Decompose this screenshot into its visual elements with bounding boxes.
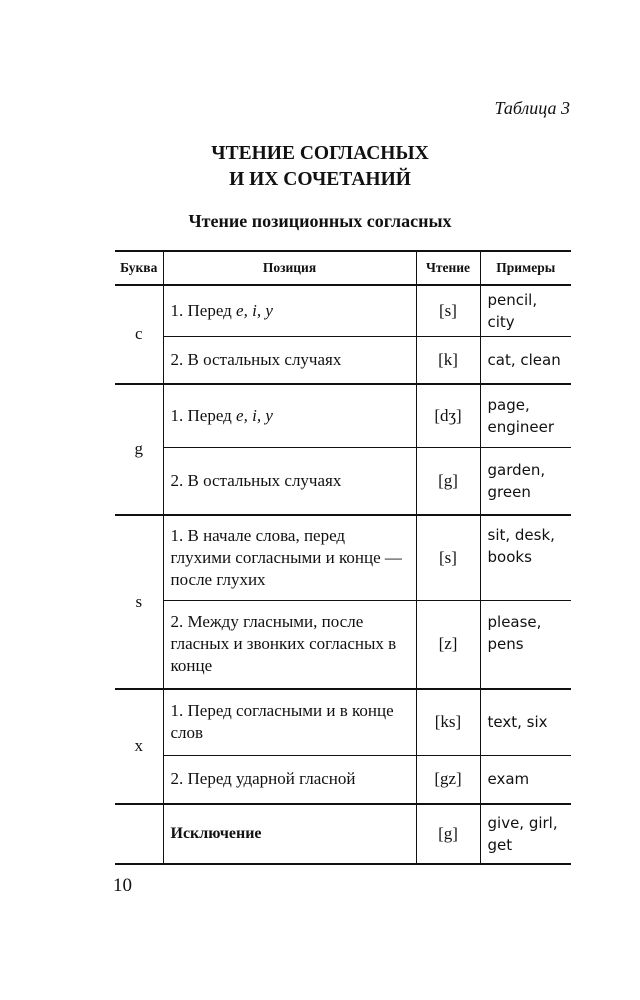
- table-number: Таблица 3: [494, 98, 570, 118]
- examples-cell: text, six: [480, 689, 571, 756]
- position-cell: 2. Между гласными, после гласных и звонких согласных в конце: [163, 601, 416, 689]
- position-cell: 2. В остальных случаях: [163, 448, 416, 515]
- title-line-1: ЧТЕНИЕ СОГЛАСНЫХ: [211, 143, 429, 164]
- letter-cell: g: [115, 384, 163, 515]
- position-cell: 2. В остальных случаях: [163, 337, 416, 384]
- table-row: [115, 285, 571, 337]
- table-row: [115, 689, 571, 756]
- position-cell: 1. Перед согласными и в конце слов: [163, 689, 416, 756]
- table-row: [115, 756, 571, 804]
- examples-cell: sit, desk, books: [480, 515, 571, 601]
- examples-cell: give, girl, get: [480, 804, 571, 864]
- letter-cell: x: [115, 689, 163, 804]
- letter-cell: c: [115, 285, 163, 384]
- reading-cell: [ks]: [416, 689, 480, 756]
- reading-cell: [g]: [416, 448, 480, 515]
- title-line-2: И ИХ СОЧЕТАНИЙ: [229, 169, 411, 190]
- table-row: [115, 384, 571, 448]
- header-letter: Буква: [115, 251, 163, 285]
- position-cell: 1. Перед e, i, y: [163, 285, 416, 337]
- table-row: [115, 515, 571, 601]
- examples-cell: pencil, city: [480, 285, 571, 337]
- reading-cell: [z]: [416, 601, 480, 689]
- header-reading: Чтение: [416, 251, 480, 285]
- page-number: 10: [113, 875, 132, 896]
- examples-cell: garden, green: [480, 448, 571, 515]
- position-cell: 1. Перед e, i, y: [163, 384, 416, 448]
- reading-cell: [k]: [416, 337, 480, 384]
- examples-cell: please, pens: [480, 601, 571, 689]
- position-cell: 2. Перед ударной гласной: [163, 756, 416, 804]
- examples-cell: cat, clean: [480, 337, 571, 384]
- exception-row: [115, 804, 571, 864]
- table-row: [115, 601, 571, 689]
- header-row: [115, 251, 571, 285]
- reading-cell: [g]: [416, 804, 480, 864]
- table-row: [115, 337, 571, 384]
- position-cell: 1. В начале слова, перед глухими согласными и конце — после глухих: [163, 515, 416, 601]
- table-row: [115, 448, 571, 515]
- letter-cell-empty: [115, 804, 163, 864]
- reading-cell: [gz]: [416, 756, 480, 804]
- letter-cell: s: [115, 515, 163, 689]
- examples-cell: page, engineer: [480, 384, 571, 448]
- table-subtitle: Чтение позиционных согласных: [188, 211, 452, 231]
- page-title: [0, 141, 640, 193]
- reading-cell: [s]: [416, 285, 480, 337]
- header-position: Позиция: [163, 251, 416, 285]
- reading-cell: [s]: [416, 515, 480, 601]
- header-examples: Примеры: [480, 251, 571, 285]
- exception-label: Исключение: [163, 804, 416, 864]
- reading-cell: [dʒ]: [416, 384, 480, 448]
- examples-cell: exam: [480, 756, 571, 804]
- consonants-table: [115, 250, 571, 865]
